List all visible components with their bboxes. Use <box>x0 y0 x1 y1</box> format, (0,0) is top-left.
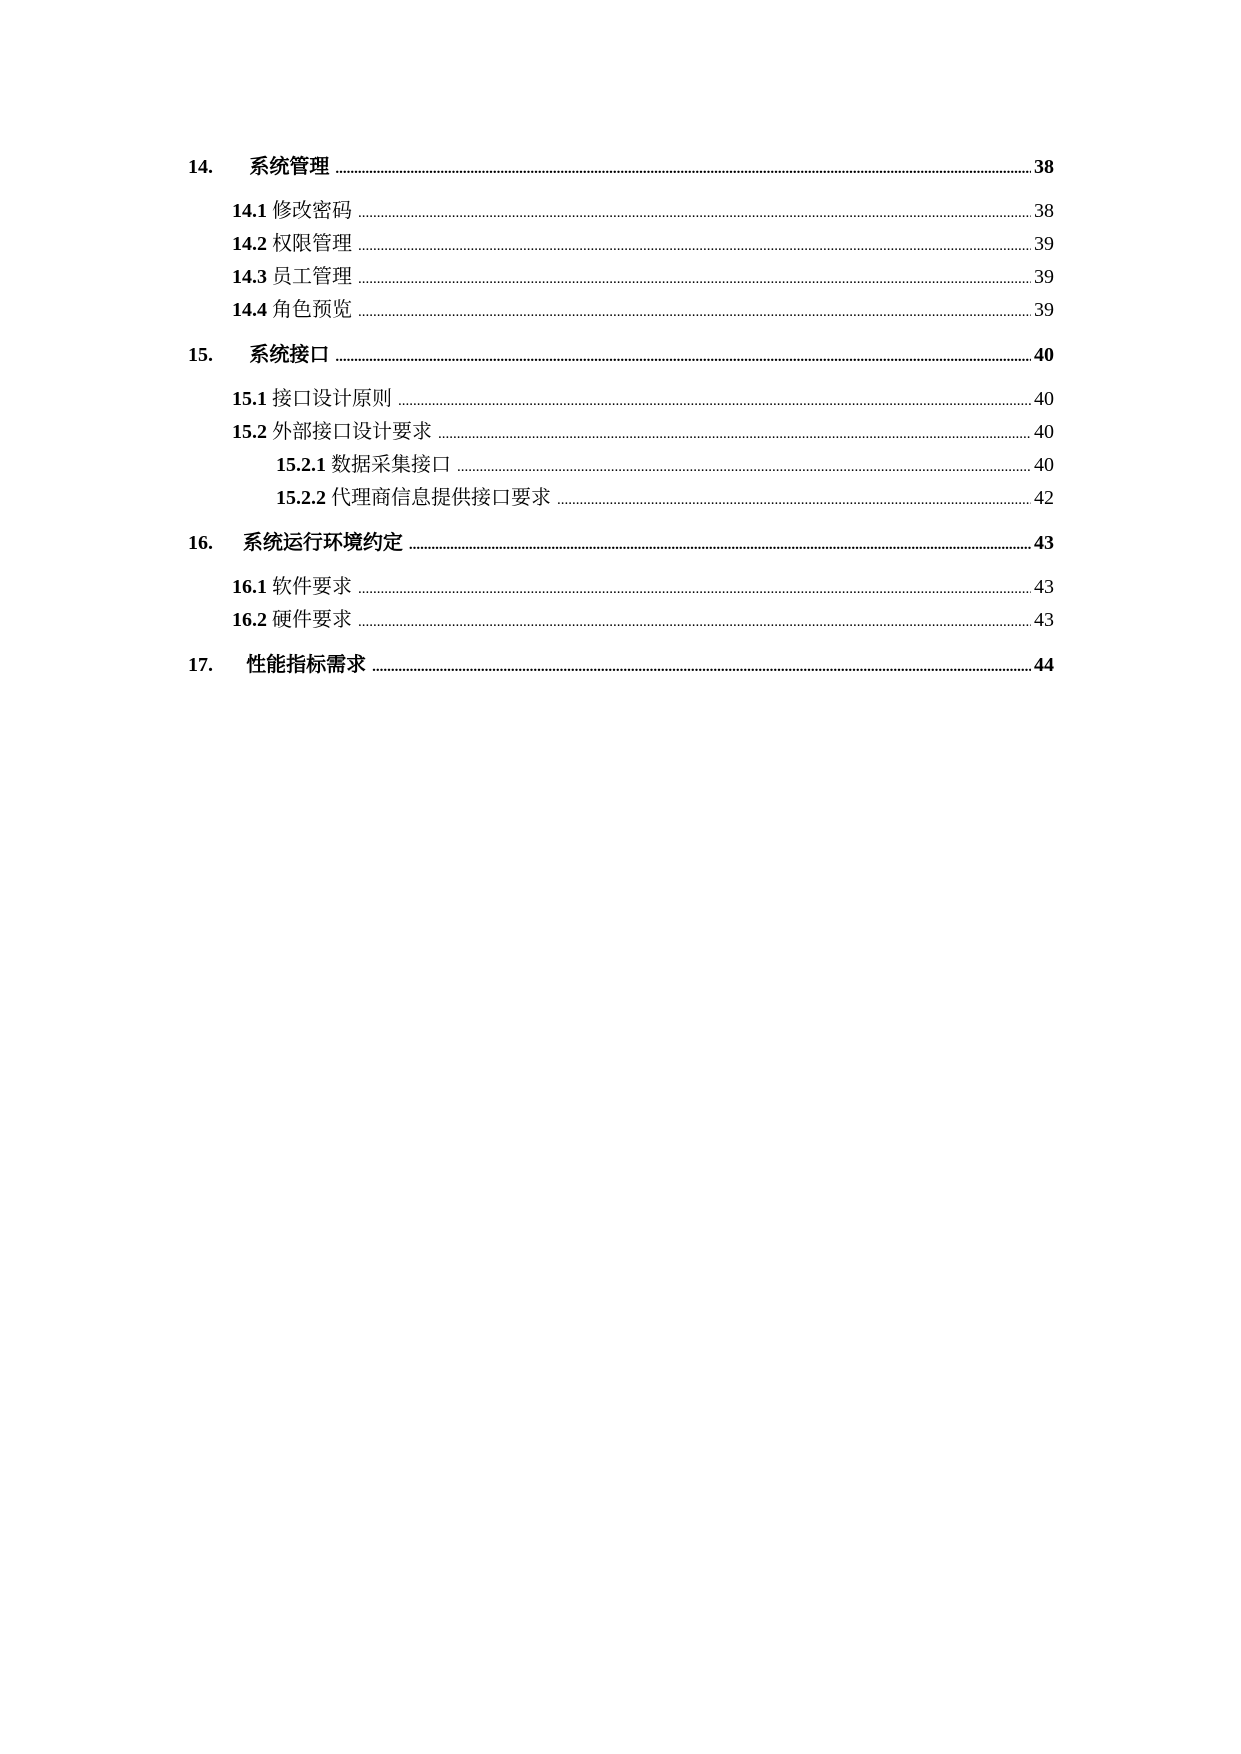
toc-entry-title: 角色预览 <box>272 299 352 321</box>
toc-entry-14-3[interactable] <box>0 262 1241 292</box>
dot-leader <box>358 574 1031 604</box>
dot-leader <box>438 419 1031 449</box>
toc-entry-15-2-2[interactable] <box>0 483 1241 513</box>
toc-entry-title: 数据采集接口 <box>331 454 451 476</box>
toc-entry-14-4[interactable] <box>0 295 1241 325</box>
dot-leader <box>409 530 1031 560</box>
toc-entry-number: 15.1 <box>232 388 267 410</box>
toc-entry-page: 39 <box>1034 233 1054 255</box>
toc-entry-number: 15.2.1 <box>276 454 326 476</box>
toc-entry-title: 代理商信息提供接口要求 <box>331 487 551 509</box>
toc-entry-15-1[interactable] <box>0 384 1241 414</box>
toc-entry-title: 员工管理 <box>272 266 352 288</box>
toc-entry-16[interactable] <box>0 528 1241 558</box>
dot-leader <box>358 607 1031 637</box>
toc-entry-14-1[interactable] <box>0 196 1241 226</box>
toc-entry-title: 接口设计原则 <box>272 388 392 410</box>
dot-leader <box>398 386 1031 416</box>
toc-entry-14[interactable] <box>0 152 1241 182</box>
toc-entry-title: 系统管理 <box>249 156 330 178</box>
dot-leader <box>358 264 1031 294</box>
toc-entry-title: 软件要求 <box>272 576 352 598</box>
toc-entry-page: 43 <box>1034 576 1054 598</box>
toc-entry-page: 42 <box>1034 487 1054 509</box>
dot-leader <box>557 485 1031 515</box>
toc-entry-title: 系统运行环境约定 <box>242 532 403 554</box>
toc-entry-number: 14.3 <box>232 266 267 288</box>
toc-entry-15-2-1[interactable] <box>0 450 1241 480</box>
toc-entry-16-2[interactable] <box>0 605 1241 635</box>
toc-entry-page: 39 <box>1034 299 1054 321</box>
dot-leader <box>358 297 1031 327</box>
toc-entry-number: 16.1 <box>232 576 267 598</box>
toc-entry-number: 14.1 <box>232 200 267 222</box>
toc-entry-number: 15.2 <box>232 421 267 443</box>
toc-entry-title: 权限管理 <box>272 233 352 255</box>
toc-entry-16-1[interactable] <box>0 572 1241 602</box>
toc-entry-page: 43 <box>1034 609 1054 631</box>
toc-entry-title: 外部接口设计要求 <box>272 421 432 443</box>
toc-entry-17[interactable] <box>0 650 1241 680</box>
toc-entry-14-2[interactable] <box>0 229 1241 259</box>
toc-entry-page: 38 <box>1034 200 1054 222</box>
dot-leader <box>372 652 1031 682</box>
toc-entry-15-2[interactable] <box>0 417 1241 447</box>
dot-leader <box>358 198 1031 228</box>
toc-entry-15[interactable] <box>0 340 1241 370</box>
toc-entry-number: 14. <box>188 156 213 178</box>
toc-entry-page: 39 <box>1034 266 1054 288</box>
toc-entry-title: 系统接口 <box>249 344 330 366</box>
toc-entry-page: 40 <box>1034 388 1054 410</box>
toc-entry-page: 43 <box>1034 532 1054 554</box>
toc-entry-page: 40 <box>1034 344 1054 366</box>
toc-entry-number: 14.4 <box>232 299 267 321</box>
toc-entry-number: 16. <box>188 532 213 554</box>
toc-entry-number: 16.2 <box>232 609 267 631</box>
dot-leader <box>335 154 1031 184</box>
toc-entry-title: 修改密码 <box>272 200 352 222</box>
toc-entry-number: 15.2.2 <box>276 487 326 509</box>
dot-leader <box>358 231 1031 261</box>
toc-entry-page: 44 <box>1034 654 1054 676</box>
toc-entry-number: 14.2 <box>232 233 267 255</box>
toc-entry-number: 15. <box>188 344 213 366</box>
toc-entry-title: 硬件要求 <box>272 609 352 631</box>
toc-entry-title: 性能指标需求 <box>246 654 367 676</box>
toc-entry-page: 40 <box>1034 454 1054 476</box>
toc-entry-page: 38 <box>1034 156 1054 178</box>
toc-entry-number: 17. <box>188 654 213 676</box>
toc-entry-page: 40 <box>1034 421 1054 443</box>
dot-leader <box>457 452 1031 482</box>
dot-leader <box>335 342 1031 372</box>
